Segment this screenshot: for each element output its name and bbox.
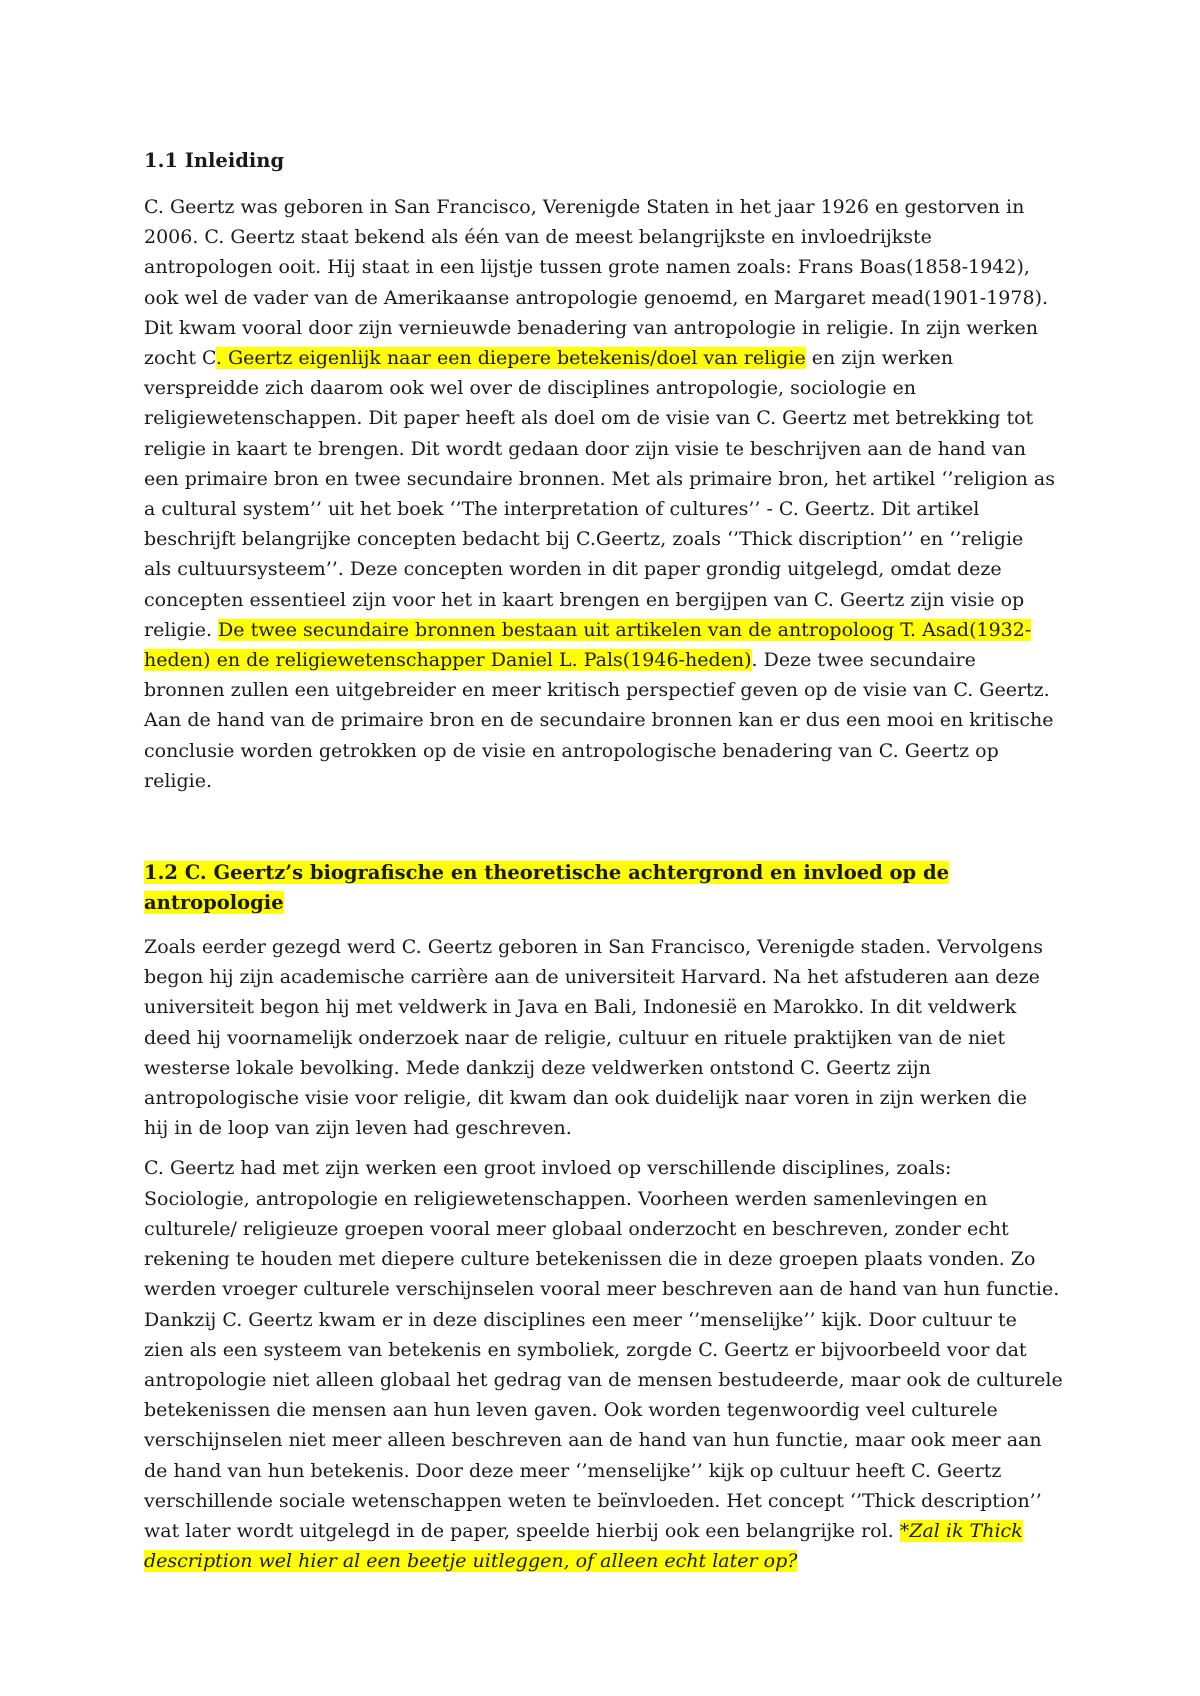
text-line: werden vroeger culturele verschijnselen vooral meer beschreven aan de hand van hun functie.: [144, 1278, 1060, 1301]
text-line: verspreidde zich daarom ook wel over de disciplines antropologie, sociologie en: [144, 377, 916, 400]
highlighted-comment: *Zal ik Thick: [899, 1519, 1023, 1542]
text-line: als cultuursysteem’’. Deze concepten worden in dit paper grondig uitgelegd, omdat deze: [144, 558, 1002, 581]
text-line: C. Geertz had met zijn werken een groot invloed op verschillende disciplines, zoals:: [144, 1157, 952, 1180]
text-line: antropologen ooit. Hij staat in een lijstje tussen grote namen zoals: Frans Boas(1858-1942),: [144, 256, 1030, 279]
text-line: [144, 1516, 1074, 1546]
text-run: en zijn werken: [805, 347, 954, 370]
text-line: zien als een systeem van betekenis en symboliek, zorgde C. Geertz er bijvoorbeeld voor dat: [144, 1338, 1027, 1361]
text-line: 2006. C. Geertz staat bekend als één van de meest belangrijkste en invloedrijkste: [144, 226, 932, 249]
text-line: [144, 615, 1074, 645]
highlighted-text: . Geertz eigenlijk naar een diepere betekenis/doel van religie: [215, 347, 806, 370]
text-line: antropologie niet alleen globaal het gedrag van de mensen bestudeerde, maar ook de culturele: [144, 1368, 1063, 1391]
highlighted-text: De twee secundaire bronnen bestaan uit artikelen van de antropoloog T. Asad(1932-: [218, 618, 1032, 641]
text-line: rekening te houden met diepere culture betekenissen die in deze groepen plaats vonden. Zo: [144, 1248, 1036, 1271]
text-line: [144, 645, 1074, 675]
text-line: verschijnselen niet meer alleen beschreven aan de hand van hun functie, maar ook meer aan: [144, 1429, 1042, 1452]
text-line: beschrijft belangrijke concepten bedacht bij C.Geertz, zoals ‘’Thick discription’’ en ‘’religie: [144, 528, 1024, 551]
section-heading-inleiding: 1.1 Inleiding: [144, 149, 285, 172]
text-line: een primaire bron en twee secundaire bronnen. Met als primaire bron, het artikel ‘’religion as: [144, 467, 1055, 490]
text-line: [144, 1546, 1074, 1576]
document-page: [144, 146, 1074, 1576]
text-line: religie in kaart te brengen. Dit wordt gedaan door zijn visie te beschrijven aan de hand van: [144, 437, 1027, 460]
text-line: antropologische visie voor religie, dit kwam dan ook duidelijk naar voren in zijn werken die: [144, 1087, 1027, 1110]
text-run: zocht C: [144, 347, 216, 370]
text-line: religiewetenschappen. Dit paper heeft als doel om de visie van C. Geertz met betrekking tot: [144, 407, 1034, 430]
text-line: culturele/ religieuze groepen vooral meer globaal onderzocht en beschreven, zonder echt: [144, 1217, 1009, 1240]
text-line: concepten essentieel zijn voor het in kaart brengen en bergijpen van C. Geertz zijn visie op: [144, 588, 1025, 611]
highlighted-heading: 1.2 C. Geertz’s biografische en theoretische achtergrond en invloed op de antropologie: [144, 861, 950, 915]
paragraph-inleiding: [144, 192, 1074, 796]
text-line: C. Geertz was geboren in San Francisco, Verenigde Staten in het jaar 1926 en gestorven in: [144, 196, 1025, 218]
highlighted-comment: description wel hier al een beetje uitleggen, of alleen echt later op?: [144, 1550, 798, 1573]
text-line: deed hij voornamelijk onderzoek naar de religie, cultuur en rituele praktijken van de niet: [144, 1026, 1006, 1049]
text-line: Aan de hand van de primaire bron en de secundaire bronnen kan er dus een mooi en kritische: [144, 709, 1054, 732]
text-line: begon hij zijn academische carrière aan de universiteit Harvard. Na het afstuderen aan deze: [144, 966, 1040, 989]
text-line: ook wel de vader van de Amerikaanse antropologie genoemd, en Margaret mead(1901-1978).: [144, 286, 1049, 309]
text-line: a cultural system’’ uit het boek ‘’The interpretation of cultures’’ - C. Geertz. Dit artikel: [144, 498, 980, 521]
text-line: [144, 343, 1074, 373]
text-line: westerse lokale bevolking. Mede dankzij deze veldwerken ontstond C. Geertz zijn: [144, 1056, 931, 1079]
text-line: universiteit begon hij met veldwerk in Java en Bali, Indonesië en Marokko. In dit veldwerk: [144, 996, 1017, 1019]
text-line: betekenissen die mensen aan hun leven gaven. Ook worden tegenwoordig veel culturele: [144, 1399, 998, 1422]
text-line: Sociologie, antropologie en religiewetenschappen. Voorheen werden samenlevingen en: [144, 1187, 988, 1210]
highlighted-text: heden) en de religiewetenschapper Daniel L. Pals(1946-heden): [144, 649, 752, 672]
text-line: religie.: [144, 769, 213, 792]
text-line: Dit kwam vooral door zijn vernieuwde benadering van antropologie in religie. In zijn werken: [144, 316, 1038, 339]
text-run: . Deze twee secundaire: [751, 649, 976, 672]
text-run: wat later wordt uitgelegd in de paper, speelde hierbij ook een belangrijke rol.: [144, 1519, 900, 1542]
text-line: hij in de loop van zijn leven had geschreven.: [144, 1117, 572, 1140]
text-line: conclusie worden getrokken op de visie en antropologische benadering van C. Geertz op: [144, 739, 999, 762]
section-heading-biografie: [144, 858, 1074, 918]
text-line: bronnen zullen een uitgebreider en meer kritisch perspectief geven op de visie van C. Geertz.: [144, 679, 1050, 702]
text-line: de hand van hun betekenis. Door deze meer ‘’menselijke’’ kijk op cultuur heeft C. Geertz: [144, 1459, 1002, 1482]
text-line: Dankzij C. Geertz kwam er in deze disciplines een meer ‘’menselijke’’ kijk. Door cultuur te: [144, 1308, 1017, 1331]
paragraph-biografie: [144, 932, 1074, 1143]
text-line: verschillende sociale wetenschappen weten te beïnvloeden. Het concept ‘’Thick description’’: [144, 1489, 1042, 1512]
text-line: Zoals eerder gezegd werd C. Geertz geboren in San Francisco, Verenigde staden. Vervolgens: [144, 936, 1044, 959]
text-run: religie.: [144, 618, 219, 641]
paragraph-invloed: [144, 1153, 1074, 1576]
